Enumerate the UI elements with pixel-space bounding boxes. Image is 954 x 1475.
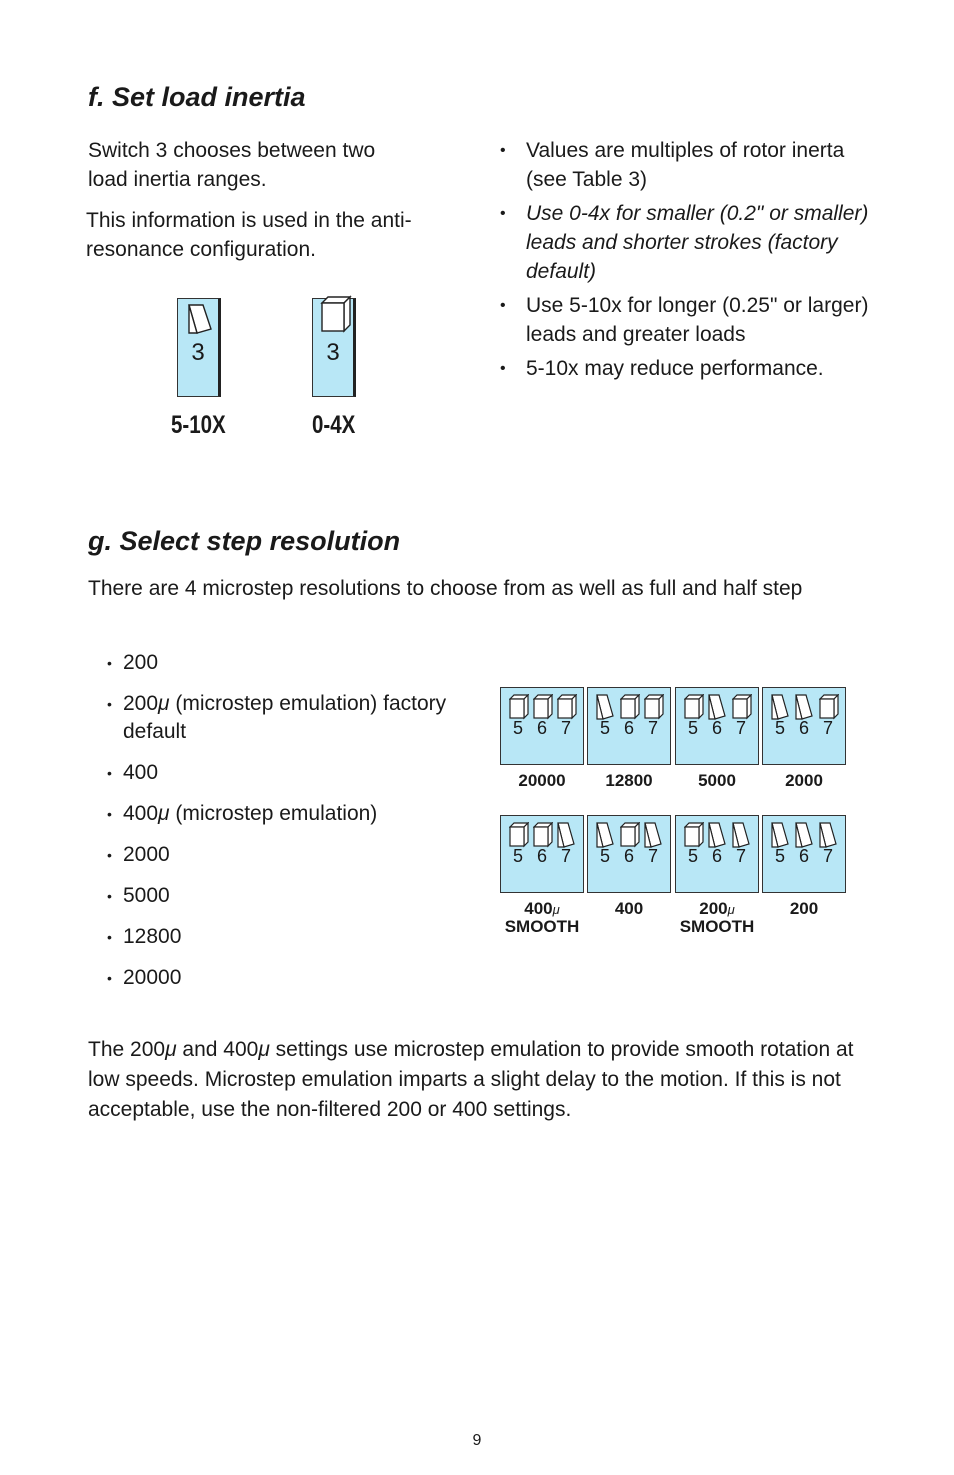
dip-switch-number: 6 (623, 846, 634, 866)
switch-number: 3 (191, 339, 205, 366)
dip-lever (684, 822, 702, 848)
dip-switch-number: 5 (687, 718, 698, 738)
resolution-intro-text: There are 4 microstep resolutions to choose from as well as full and half step (88, 577, 803, 600)
dip-switch-block (587, 687, 671, 765)
dip-lever (684, 694, 702, 720)
section-g-heading: g. Select step resolution (88, 526, 401, 556)
dip-switch-number: 5 (599, 846, 610, 866)
dip-switch-number: 7 (735, 846, 746, 866)
resolution-option: • 5000 (107, 884, 170, 907)
resolution-option: • 200μ (microstep emulation) factory default (107, 692, 447, 743)
dip-lever (533, 822, 551, 848)
dip-switch-number: 6 (798, 846, 809, 866)
inertia-label-5-10x: 5-10X (171, 411, 226, 439)
resolution-option: • 400μ (microstep emulation) (107, 802, 378, 825)
dip-setting-sublabel: SMOOTH (504, 917, 580, 936)
dip-switch-number: 7 (647, 846, 658, 866)
dip-setting-sublabel: SMOOTH (679, 917, 755, 936)
dip-lever (509, 694, 527, 720)
dip-lever (732, 694, 750, 720)
dip-setting-label: 400 (614, 899, 644, 918)
toggle-lever-up-icon (320, 295, 352, 335)
dip-switch-number: 5 (512, 846, 523, 866)
inertia-bullets (500, 136, 880, 388)
dip-switch-number: 7 (647, 718, 658, 738)
resolution-option: • 12800 (107, 925, 182, 948)
dip-setting-label: 12800 (605, 771, 653, 790)
dip-lever (819, 694, 837, 720)
dip-lever (644, 822, 662, 848)
dip-lever (708, 822, 726, 848)
dip-setting-label: 400μ SMOOTH (497, 900, 587, 935)
bullet-item: • 5-10x may reduce performance. (500, 357, 824, 380)
resolution-option: • 20000 (107, 966, 182, 989)
dip-lever (596, 822, 614, 848)
dip-lever (819, 822, 837, 848)
bullet-item: • Use 0-4x for smaller (0.2" or smaller) leads and shorter strokes (factory default) (500, 202, 869, 283)
resolution-option: • 2000 (107, 843, 170, 866)
bullet-item: • Use 5-10x for longer (0.25" or larger) leads and greater loads (500, 294, 869, 346)
dip-switch-number: 5 (687, 846, 698, 866)
switch-number: 3 (326, 339, 340, 366)
dip-switch-number: 7 (822, 718, 833, 738)
dip-switch-block (500, 687, 584, 765)
dip-switch-block (675, 815, 759, 893)
inertia-intro-text: Switch 3 chooses between two load inertia ranges. (88, 139, 376, 191)
dip-lever (557, 822, 575, 848)
dip-switch-number: 7 (560, 846, 571, 866)
bullet-item: • Values are multiples of rotor inerta (see Table 3) (500, 139, 845, 191)
dip-setting-label: 200μ SMOOTH (672, 900, 762, 935)
dip-switch-block (762, 687, 846, 765)
dip-switch-number: 6 (711, 846, 722, 866)
dip-switch-number: 5 (774, 718, 785, 738)
dip-switch-number: 7 (560, 718, 571, 738)
resolution-options-list (107, 649, 447, 992)
dip-lever (620, 822, 638, 848)
inertia-label-0-4x: 0-4X (312, 411, 356, 439)
dip-switch-number: 6 (711, 718, 722, 738)
inertia-info-text: This information is used in the anti-resonance configuration. (86, 209, 412, 261)
dip-lever (596, 694, 614, 720)
dip-switch-number: 7 (735, 718, 746, 738)
dip-switch-number: 5 (512, 718, 523, 738)
dip-switch-block (762, 815, 846, 893)
dip-lever (620, 694, 638, 720)
dip-setting-label: 2000 (785, 771, 823, 790)
closing-paragraph: The 200μ and 400μ settings use microstep emulation to provide smooth rotation at low speeds. Microstep emulation imparts a slight delay to the motion. If this is not acceptable, use the non-filtered 200 or 400 settings. (88, 1038, 854, 1121)
dip-lever (771, 694, 789, 720)
dip-lever (533, 694, 551, 720)
dip-switch-number: 6 (536, 718, 547, 738)
dip-lever (771, 822, 789, 848)
dip-switch-block (587, 815, 671, 893)
dip-switch-number: 5 (774, 846, 785, 866)
dip-lever (795, 822, 813, 848)
dip-lever (732, 822, 750, 848)
dip-lever (557, 694, 575, 720)
dip-switch-number: 6 (798, 718, 809, 738)
dip-switch-number: 5 (599, 718, 610, 738)
resolution-option: • 400 (107, 761, 159, 784)
section-f-heading: f. Set load inertia (88, 82, 306, 112)
dip-setting-label: 200 (789, 899, 819, 918)
page-number: 9 (472, 1432, 482, 1449)
inertia-switch-0-4x (312, 298, 356, 397)
dip-switch-number: 6 (623, 718, 634, 738)
dip-switch-number: 6 (536, 846, 547, 866)
dip-lever (708, 694, 726, 720)
inertia-switch-5-10x (177, 298, 221, 397)
dip-setting-label: 5000 (698, 771, 736, 790)
dip-lever (509, 822, 527, 848)
resolution-option: • 200 (107, 651, 159, 674)
dip-lever (644, 694, 662, 720)
dip-switch-block (500, 815, 584, 893)
toggle-lever-down-icon (187, 303, 215, 339)
dip-switch-block (675, 687, 759, 765)
dip-switch-number: 7 (822, 846, 833, 866)
dip-setting-label: 20000 (518, 771, 566, 790)
dip-lever (795, 694, 813, 720)
